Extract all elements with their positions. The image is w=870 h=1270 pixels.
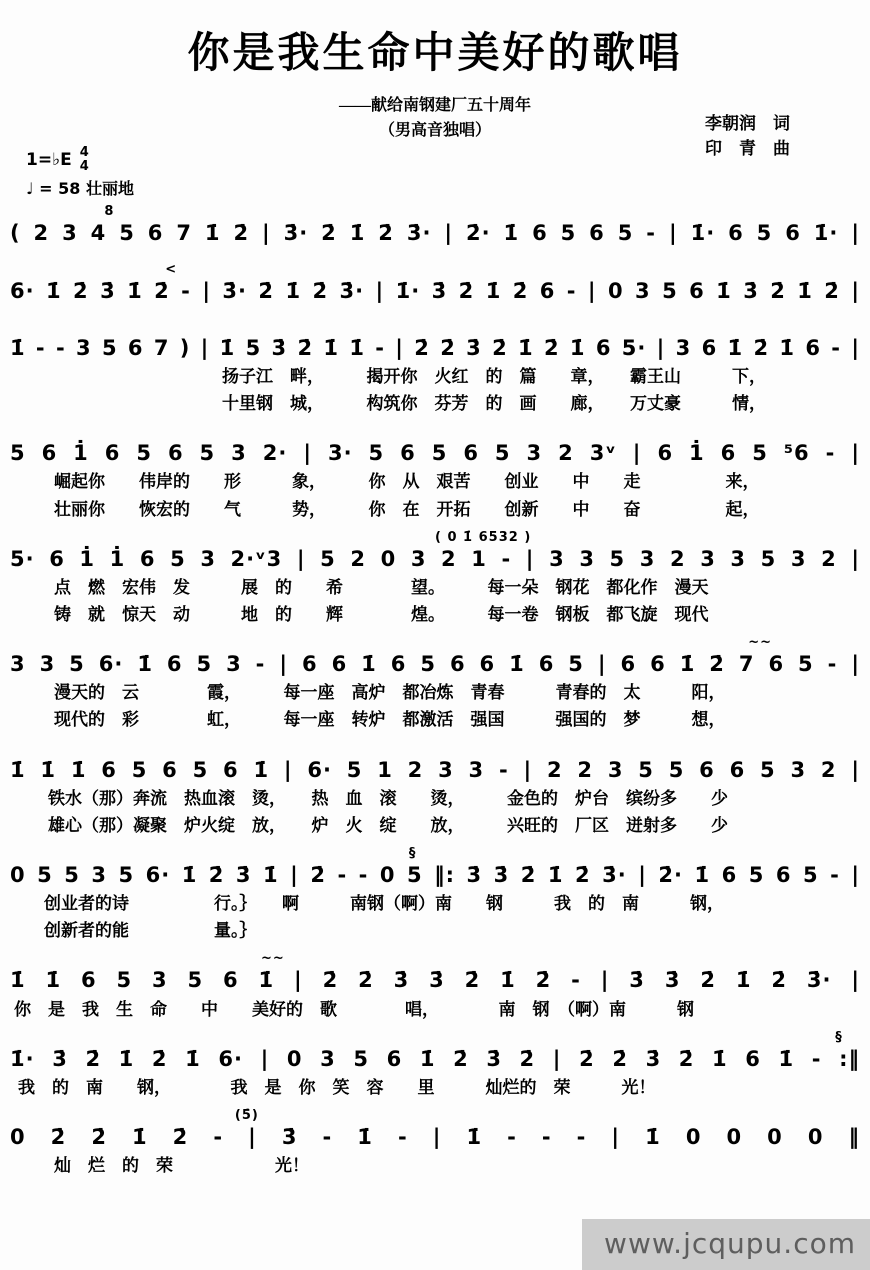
notation-annotation: (5̇) <box>234 1108 259 1124</box>
lyricist-credit: 李朝润 词 <box>705 114 790 133</box>
notation-annotation: § <box>408 845 417 861</box>
credits <box>705 112 790 161</box>
music-system <box>0 847 870 942</box>
music-system <box>0 425 870 520</box>
music-system <box>0 1109 870 1177</box>
lyric-line: 扬子江 畔， 揭开你 火红 的 篇 章， 霸王山 下， <box>222 367 766 387</box>
music-system <box>0 742 870 837</box>
composer-credit: 印 青 曲 <box>705 138 790 158</box>
lyric-line: 现代的 彩 虹， 每一座 转炉 都激活 强国 强国的 梦 想， <box>54 710 726 730</box>
notation-annotation: ~~ <box>748 635 772 651</box>
notation-annotation: 8 <box>104 204 115 220</box>
time-signature <box>80 146 89 173</box>
music-system <box>0 636 870 731</box>
watermark <box>582 1219 870 1270</box>
notation-annotation: < <box>165 261 178 277</box>
notation-annotation: § <box>835 1029 843 1045</box>
key-signature: 1=♭E <box>26 149 72 170</box>
notation-annotation: ( 0 1̇ 6532 ) <box>435 529 532 545</box>
notation-line: ( 2 3 4 5 6 7 1̇ 2̇ | 3̇· 2̇ 1̇ 2̇ 3̇· | 2̇· 1̇ 6 5 6 5 - | 1̇· 6 5 6 1̇· | <box>10 221 860 246</box>
dedication: ——献给南钢建厂五十周年 <box>338 97 531 114</box>
time-signature-bottom: 4 <box>79 158 89 174</box>
lyric-line: 创新者的能 量。｝ <box>44 921 257 941</box>
lyric-line: 点 燃 宏伟 发 展 的 希 望。 每一朵 钢花 都化作 漫天 <box>54 577 709 597</box>
watermark-text: www.jcqupu.com <box>604 1227 856 1260</box>
music-system <box>0 320 870 415</box>
notation-annotation: ~~ <box>261 951 285 967</box>
lyric-line: 雄心（那）凝聚 炉火绽 放， 炉 火 绽 放， 兴旺的 厂区 迸射多 少 <box>48 815 728 835</box>
lyric-line: 铁水（那）奔流 热血滚 烫， 热 血 滚 烫， 金色的 炉台 缤纷多 少 <box>48 788 728 808</box>
lyric-line: 壮丽你 恢宏的 气 势， 你 在 开拓 创新 中 奋 起， <box>54 499 760 519</box>
lyric-line: 崛起你 伟岸的 形 象， 你 从 艰苦 创业 中 走 来， <box>54 472 760 492</box>
quarter-note-icon: ♩ <box>26 179 34 199</box>
lyric-line: 十里钢 城， 构筑你 芬芳 的 画 廊， 万丈豪 情， <box>222 394 766 414</box>
music-system <box>0 205 870 246</box>
notation-line: 1̇· 3̇ 2̇ 1̇ 2̇ 1̇ 6· | 0 3 5 6 1̇ 2̇ 3̇ 2̇ | 2̇ 2̇ 3̇ 2̇ 1̇ 6 1̇ - :‖ <box>10 1046 860 1071</box>
notation-line: 1̇ - - 3 5 6 7 ) | 1̇ 5 3̇ 2̇ 1̇ 1̇ - | 2̇ 2̇ 3̇ 2̇ 1̇ 2̇ 1̇ 6 5· | 3 6 1̇ 2̇ 1̇ 6 - | <box>10 335 860 360</box>
lyric-line: 我 的 南 钢， 我 是 你 笑 容 里 灿烂的 荣 光！ <box>18 1078 656 1097</box>
lyric-line: 你 是 我 生 命 中 美好的 歌 唱， 南 钢 （啊）南 钢 <box>14 999 694 1019</box>
score <box>0 205 870 1177</box>
notation-line: 0 5 5 3 5 6· 1̇ 2̇ 3̇ 1̇ | 2̇ - - 0 5 ‖: 3̇ 3̇ 2̇ 1̇ 2̇ 3̇· | 2̇· 1̇ 6 5 6 5 - | <box>10 862 860 887</box>
lyric-line: 灿 烂 的 荣 光！ <box>54 1156 309 1176</box>
lyric-line: 漫天的 云 霞， 每一座 高炉 都冶炼 青春 青春的 太 阳， <box>54 683 726 703</box>
notation-line: 5· 6 1̇ 1̇ 6 5 3 2·ᵛ3 | 5 2 0 3 2 1 - | 3 3 5 3 2 3 3 5 3 2 | <box>10 546 860 571</box>
notation-line: 5 6 1̇ 6 5 6 5 3 2· | 3· 5 6 5 6 5 3 2 3ᵛ | 6 1̇ 6 5 ⁵6 - | <box>10 441 860 466</box>
music-system <box>0 952 870 1020</box>
lyric-line: 创业者的诗 行。｝ 啊 南钢（啊）南 钢 我 的 南 钢， <box>44 894 724 914</box>
notation-line: 1̇ 1̇ 6 5 3 5 6 1̇ | 2̇ 2̇ 3̇ 3̇ 2̇ 1̇ 2̇ - | 3̇ 3̇ 2̇ 1̇ 2̇ 3̇· | <box>10 968 860 993</box>
music-system <box>0 263 870 304</box>
tempo-row <box>26 176 870 199</box>
music-system <box>0 531 870 626</box>
song-title: 你是我生命中美好的歌唱 <box>187 31 683 77</box>
notation-line: 1̇ 1̇ 1̇ 6 5 6 5 6 1̇ | 6· 5 1 2 3 3 - | 2 2 3 5 5 6 6 5 3 2 | <box>10 757 860 782</box>
music-system <box>0 1031 870 1099</box>
notation-line: 3 3 5 6· 1̇ 6 5 3 - | 6 6 1̇ 6 5 6 6 1̇ 6 5 | 6 6 1̇ 2̇ 7 6 5 - | <box>10 652 860 677</box>
notation-line: 0 2̇ 2̇ 1̇ 2̇ - | 3̇ - 1̇ - | 1̇ - - - | 1̇ 0 0 0 0 ‖ <box>10 1125 860 1150</box>
lyric-line: 铸 就 惊天 动 地 的 辉 煌。 每一卷 钢板 都飞旋 现代 <box>54 605 709 624</box>
notation-line: 6· 1̇ 2̇ 3̇ 1̇ 2̇ - | 3̇· 2̇ 1̇ 2̇ 3̇· | 1̇· 3̇ 2̇ 1̇ 2̇ 6 - | 0 3 5 6 1̇ 3̇ 2̇ 1̇ 2̇ | <box>10 278 860 303</box>
tempo-marking: = 58 壮丽地 <box>39 179 134 199</box>
time-signature-top: 4 <box>79 145 89 160</box>
voice-type: （男高音独唱） <box>378 122 491 139</box>
